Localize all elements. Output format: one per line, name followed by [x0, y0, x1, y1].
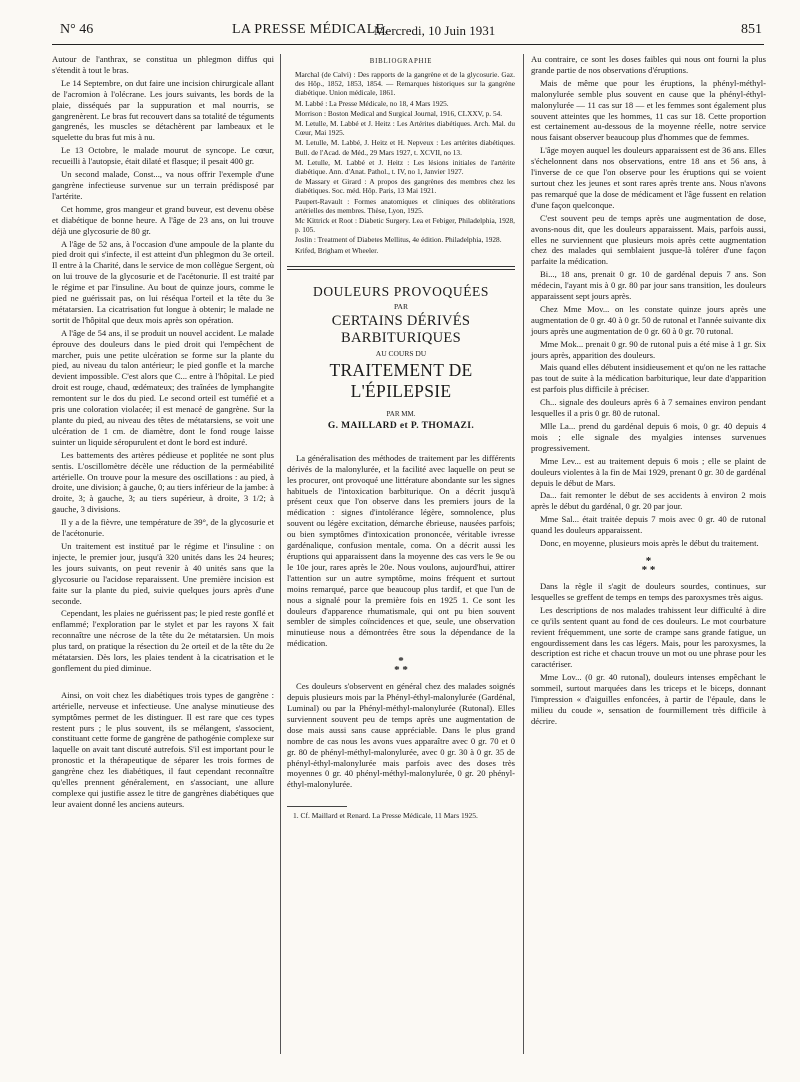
column-right — [531, 54, 766, 729]
bibliography-entry: Paupert-Ravault : Formes anatomiques et cliniques des oblitérations artérielles des membres. Thèse, Lyon, 1925. — [295, 196, 515, 215]
page-number: 851 — [741, 22, 762, 37]
paragraph: Mais de même que pour les éruptions, la phényl-méthyl-malonylurée semble plus souvent en cause que la phényl-éthyl-malonylurée — 11 cas sur 18 — et les femmes sont également plus souvent atteintes que les hommes, 11 cas sur 18. Cette proportion est certainement au-dessous de la moyenne réelle, notre service nous faisant observer beaucoup plus d'hommes que de femmes. — [531, 77, 766, 143]
section-separator-stars: * * * — [394, 655, 408, 677]
paragraph: Bi..., 18 ans, prenait 0 gr. 10 de gardénal depuis 7 ans. Son médecin, l'ayant mis à 0 gr. 80 par jour sans transition, les douleurs apparaissent sept jours après. — [531, 269, 766, 302]
paragraph: Mme Lev... est au traitement depuis 6 mois ; elle se plaint de douleurs violentes à la fin de Mai 1929, prenant 0 gr. 30 de gardénal depuis le début de Mars. — [531, 455, 766, 488]
article-authors: G. MAILLARD et P. THOMAZI. — [327, 420, 475, 431]
paragraph: Il y a de la fièvre, une température de 39°, de la glycosurie et de l'acétonurie. — [52, 517, 274, 539]
paragraph: Autour de l'anthrax, se constitua un phlegmon diffus qui s'étendit à tout le bras. — [52, 54, 274, 75]
paragraph: Un traitement est institué par le régime et l'insuline : on injecte, le premier jour, jusqu'à 320 unités dans les 24 heures; les jours suivants, on peut revenir à 40 unités sans que la glycosurie ou l'acidose reparaissent. Une première incision est faite sur la plante du pied, suivie quelques jours après d'une seconde. — [52, 540, 274, 606]
bibliography — [287, 70, 515, 255]
paragraph: Le 14 Septembre, on dut faire une incision chirurgicale allant de l'acromion à l'olécrane. Les jours suivants, les bords de la plaie, disséqués par la suppuration et mal nourris, se gangrenèrent. Le bras fut recouvert dans sa totalité de téguments gangrenés, les muscles se détachèrent par lambeaux et le squelette du bras fut mis à nu. — [52, 77, 274, 143]
paragraph: Ch... signale des douleurs après 6 à 7 semaines environ pendant lesquelles il a pris 0 gr. 80 de rutonal. — [531, 397, 766, 419]
column-left — [52, 54, 274, 812]
bibliography-entry: M. Letulle, M. Labbé et J. Heitz : Les lésions initiales de l'artérite diabétique. Ann. d'Anat. Pathol., t. IV, no 1, Janvier 1927. — [295, 157, 515, 177]
paragraph: Da... fait remonter le début de ses accidents à environ 2 mois après le début du gardénal, 0 gr. 20 par jour. — [531, 490, 766, 512]
paragraph: Cet homme, gros mangeur et grand buveur, est devenu obèse et diabétique de bonne heure. A l'âge de 23 ans, on lui trouve déjà une glycosurie de 80 gr. — [52, 203, 274, 236]
paragraph: Ces douleurs s'observent en général chez des malades soignés depuis plusieurs mois par la Phényl-éthyl-malonylurée (Gardénal, Luminal) ou par la Phényl-méthyl-malonylurée (Rutonal). Elles surviennent souvent peu de temps après une augmentation de dose mais aussi sans cause appréciable. Dans le plus grand nombre de cas nous les avons vues apparaître avec 0 gr. 70 et 0 gr. 80 de phényl-méthyl-malonylurée, avec 0 gr. 30 à 0 gr. 35 de phényl-éthyl-malonylurée mais parfois avec des doses très moyennes 0 gr. 40 phényl-méthyl-malonylurée, 0 gr. 20 phényl-éthyl-malonylurée. — [287, 681, 515, 790]
paragraph: Le 13 Octobre, le malade mourut de syncope. Le cœur, recueilli à l'autopsie, était dilaté et flasque; il pesait 400 gr. — [52, 145, 274, 167]
paragraph: Ainsi, on voit chez les diabétiques trois types de gangrène : artérielle, nerveuse et infectieuse. Une analyse minutieuse des symptômes permet de les distinguer. Il est rare que ces types restent purs ; le plus souvent, ils se mélangent, s'associent, constituant cette forme de gangrène de pathogénie complexe sur laquelle on avait tant discuté autrefois. S'il est important pour le pronostic et la thérapeutique de séparer les trois formes de gangrène chez les diabétiques, il faut cependant reconnaître qu'elles prennent généralement, en s'associant, une allure complexe qui justifie assez le titre de gangrènes diabétiques que leur avaient donné les anciens auteurs. — [52, 689, 274, 809]
bibliography-entry: M. Letulle, M. Labbé, J. Heitz et H. Nepveux : Les artérites diabétiques. Bull. de l'Acad. de Méd., 29 Mars 1927, t. XCVII, no 13. — [295, 138, 515, 157]
running-header — [52, 22, 762, 44]
paragraph: Mme Sal... était traitée depuis 7 mois avec 0 gr. 40 de rutonal quand les douleurs apparaissent. — [531, 514, 766, 536]
bibliography-entry: M. Letulle, M. Labbé et J. Heitz : Les Artérites diabétiques. Arch. Mal. du Cœur, Mai 1925. — [295, 119, 515, 138]
article-title-line3: TRAITEMENT DE L'ÉPILEPSIE — [329, 359, 473, 401]
paragraph: Les descriptions de nos malades trahissent leur difficulté à dire ce qu'ils sentent quant au fond de ces douleurs. Le mot courbature revient fréquemment, une sorte de crampe sans grande fatigue, un engourdissement dans les cas légers. Mais, pour les paroxysmes, la description est riche et chacun trouve un mot ou une phrase pour les caractériser. — [531, 604, 766, 670]
paragraph: La généralisation des méthodes de traitement par les différents dérivés de la malonylurée, et la facilité avec laquelle on peut se les procurer, ont provoqué une littérature abondante sur les signes habituels de l'intoxication barbiturique. On a décrit jusqu'à présent ceux que l'on observe dans les premiers jours de la médication : signes d'intolérance légère, somnolence, plus souvent ou légère excitation, démarche ébrieuse, nausées parfois; ou bien symptômes d'intoxication prononcée, véritable ivresse gardénalique, confusion mentale, coma. On a décrit aussi les éruptions qui apparaissent dans la moyenne des cas vers le 9e ou le 10e jour, rares après le 20e. Nous voulons, aujourd'hui, attirer l'attention sur un autre symptôme, moins fréquent et surtout moins remarqué, parce que beaucoup plus tardif, et que l'un de nous a signalé pour la première fois en 1925 1. Ce sont les douleurs d'apparence rhumatismale, qui ont pu bien souvent sembler de simples coïncidences et que, seule, une observation minutieuse nous a démontrées être sous la dépendance de la médication. — [287, 452, 515, 649]
paragraph: Mme Mok... prenait 0 gr. 90 de rutonal puis a été mise à 1 gr. Six jours après, apparition des douleurs. — [531, 338, 766, 360]
paragraph: Les battements des artères pédieuse et poplitée ne sont plus sentis. L'oscillomètre décèle une réduction de la perméabilité artérielle. On trouve pour la mesure des oscillations : au pied, à droite, une division; à gauche, 0; au tiers inférieur de la jambe: à droite, 3; à gauche, 3; au tiers supérieur, à droite, 3 1/2; à gauche, 3 divisions. — [52, 449, 274, 515]
bibliography-entry: M. Labbé : La Presse Médicale, no 18, 4 Mars 1925. — [295, 98, 449, 108]
article-title-par: PAR — [394, 301, 408, 311]
paragraph: L'âge moyen auquel les douleurs apparaissent est de 36 ans. Elles s'échelonnent dans nos observations, entre 18 ans et 56 ans, à l'inverse de ce que l'on observe pour les éruptions qui se voient surtout chez les jeunes et sont rares après trente ans. Nous n'avons pas remarqué que la dose de médicament et l'âge fussent en relation d'une façon quelconque. — [531, 145, 766, 210]
column-middle — [287, 54, 515, 823]
bibliography-entry: de Massary et Girard : A propos des gangrènes des membres chez les diabétiques. Soc. méd. Hôp. Paris, 13 Mai 1921. — [295, 177, 515, 196]
bibliography-entry: Joslin : Treatment of Diabetes Mellitus, 4e édition. Philadelphia, 1928. — [295, 235, 502, 245]
footnote: 1. Cf. Maillard et Renard. La Presse Médicale, 11 Mars 1925. — [293, 811, 478, 821]
section-rule — [287, 269, 515, 270]
issue-number: N° 46 — [60, 22, 94, 37]
paragraph: Un second malade, Const..., va nous offrir l'exemple d'une gangrène infectieuse survenue sur un terrain prédisposé par l'artérite. — [52, 169, 274, 201]
article-title-line1: DOULEURS PROVOQUÉES — [312, 283, 490, 299]
section-rule — [287, 266, 515, 267]
paragraph: C'est souvent peu de temps après une augmentation de dose, avons-nous dit, que les douleurs apparaissent. Mais, parfois aussi, elles ne surviennent que plusieurs mois après cette augmentation chez des malades qui semblaient jusque-là tolérer d'une façon parfaite la médication. — [531, 212, 766, 267]
article-title-line2: CERTAINS DÉRIVÉS BARBITURIQUES — [331, 312, 471, 346]
header-rule — [52, 44, 764, 45]
footnote-rule — [287, 806, 347, 807]
paragraph: Mlle La... prend du gardénal depuis 6 mois, 0 gr. 40 depuis 4 mois ; elle signale des myalgies intenses survenues progressivement. — [531, 421, 766, 453]
journal-title: LA PRESSE MÉDICALE, — [232, 22, 389, 37]
bibliography-title: BIBLIOGRAPHIE — [369, 58, 433, 65]
paragraph: A l'âge de 52 ans, à l'occasion d'une ampoule de la plante du pied droit qui s'infecte, il est atteint d'un phlegmon du 3e orteil. Il entre à la Charité, dans le service de mon collègue Sergent, où on lui trouve de la glycosurie et de l'acétonurie. Il est traité par le régime et par l'insuline. Au bout de quinze jours, comme le pied ne guérissait pas, on lui réséqua l'orteil et la tête du 3e métatarsien. La cicatrisation fut longue à obtenir; le malade ne sortit de l'hôpital que deux mois après son opération. — [52, 238, 274, 325]
paragraph: Donc, en moyenne, plusieurs mois après le début du traitement. — [540, 538, 759, 549]
bibliography-entry: Krifed, Brigham et Wheeler. — [295, 245, 379, 255]
column-divider-left — [280, 54, 281, 1054]
paragraph: Chez Mme Mov... on les constate quinze jours après une augmentation de 0 gr. 40 à 0 gr. 50 de rutonal et l'année suivante dix jours après une augmentation de 0 gr. 60 à 0 gr. 70 rutonal. — [531, 303, 766, 336]
bibliography-entry: Morrison : Boston Medical and Surgical Journal, 1916, CLXXV, p. 54. — [295, 108, 503, 118]
issue-date: Mercredi, 10 Juin 1931 — [374, 23, 496, 38]
paragraph: Mme Lov... (0 gr. 40 rutonal), douleurs intenses empêchant le sommeil, surtout marquées dans les triceps et le biceps, donnant l'impression « d'aiguilles enfoncées, à partir de l'épaule, dans le milieu du coude », sensation de fourmillement très difficile à décrire. — [531, 672, 766, 726]
bibliography-entry: Mc Kittrick et Root : Diabetic Surgery. Lea et Febiger, Philadelphia, 1928, p. 105. — [295, 216, 515, 235]
section-separator-stars: * * * — [641, 554, 656, 576]
paragraph: Cependant, les plaies ne guérissent pas; le pied reste gonflé et enflammé; l'exploration par le stylet et par les rayons X fait reconnaître une nécrose de la tête du 2e métatarsien. Un mois plus tard, on pratique la résection du 2e orteil et de la tête du 2e métatarsien. Dès lors, les plaies tendent à la cicatrisation et le gonflement du pied diminue. — [52, 608, 274, 673]
paragraph: Dans la règle il s'agit de douleurs sourdes, continues, sur lesquelles se greffent de temps en temps des paroxysmes très aigus. — [531, 580, 766, 602]
paragraph: Mais quand elles débutent insidieusement et qu'on ne les rattache pas tout de suite à la médication barbiturique, leur date d'apparition est parfois plus difficile à préciser. — [531, 362, 766, 395]
paragraph: Au contraire, ce sont les doses faibles qui nous ont fourni la plus grande partie de nos observations d'éruptions. — [531, 54, 766, 75]
bibliography-entry: Marchal (de Calvi) : Des rapports de la gangrène et de la glycosurie. Gaz. des Hôp., 1852, 1853, 1854. — Remarques historiques sur la gangrène diabétique. Union médicale, 1861. — [295, 70, 515, 98]
article-title-au-cours: AU COURS DU — [375, 348, 427, 358]
article-byline-par: PAR MM. — [386, 409, 416, 418]
column-divider-right — [523, 54, 524, 1054]
paragraph: A l'âge de 54 ans, il se produit un nouvel accident. Le malade éprouve des douleurs dans le pied droit qui l'empêchent de marcher, puis une petite ulcération se forme sur la plante du pied, au niveau du talon antérieur; le pied gonfle et la marche devient impossible. C'est alors que C... entre à l'hôpital. Le pied droit est rouge, chaud, œdémateux; des traînées de lymphangite remontent sur le dos du pied. Le second orteil est tuméfié et a pris une coloration violacée; il est menacé de gangrène. Sur la plante du pied, au niveau des têtes de métatarsiens, se voit une ulcération de 1 cm. de diamètre, dont le fond rouge laisse suinter un liquide séropurulent et dont le bord est induré. — [52, 327, 274, 447]
